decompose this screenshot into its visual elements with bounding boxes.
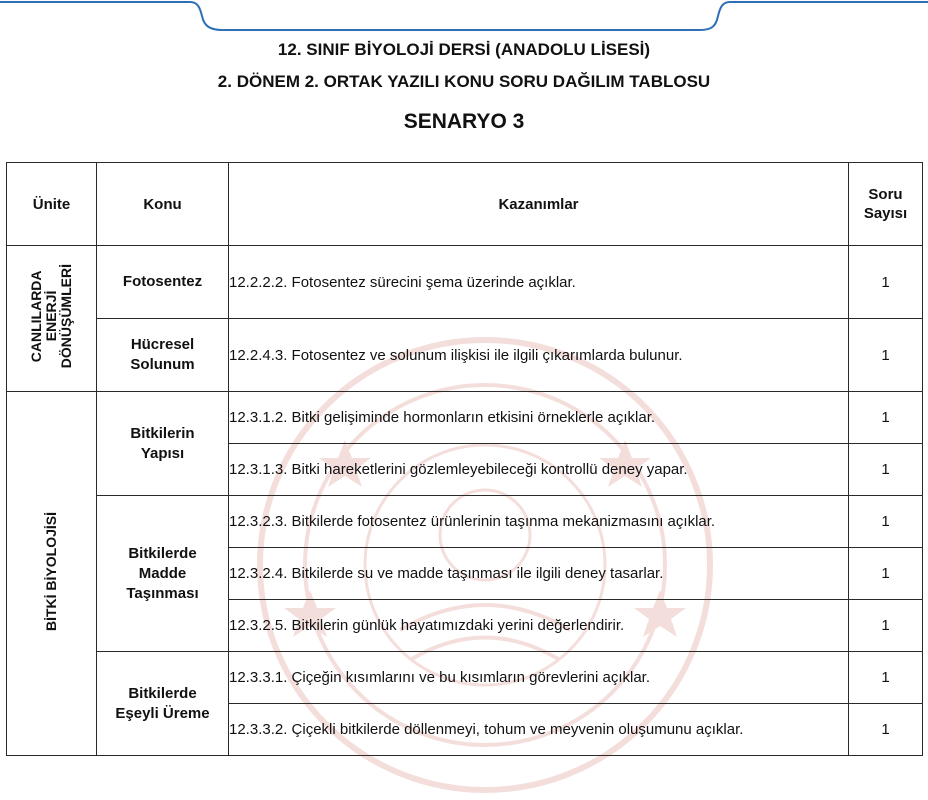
header-ribbon <box>0 0 928 40</box>
question-count: 1 <box>849 600 923 652</box>
header-konu: Konu <box>97 163 229 246</box>
unit-cell <box>7 246 97 392</box>
outcome-cell: 12.2.4.3. Fotosentez ve solunum ilişkisi ile ilgili çıkarımlarda bulunur. <box>229 319 849 392</box>
table-row <box>7 246 923 319</box>
table-row <box>7 319 923 392</box>
document-subtitle: 2. DÖNEM 2. ORTAK YAZILI KONU SORU DAĞILIM TABLOSU <box>217 72 711 91</box>
question-count: 1 <box>849 652 923 704</box>
question-distribution-table <box>6 162 923 756</box>
table-row <box>7 652 923 704</box>
question-count: 1 <box>849 704 923 756</box>
outcome-cell: 12.2.2.2. Fotosentez sürecini şema üzerinde açıklar. <box>229 246 849 319</box>
topic-cell: Bitkilerin Yapısı <box>97 392 229 496</box>
topic-cell: Bitkilerde Madde Taşınması <box>97 496 229 652</box>
unit-cell <box>7 392 97 756</box>
table-row <box>7 392 923 444</box>
header-unite: Ünite <box>7 163 97 246</box>
outcome-cell: 12.3.3.1. Çiçeğin kısımlarını ve bu kısımların görevlerini açıklar. <box>229 652 849 704</box>
topic-cell: Hücresel Solunum <box>97 319 229 392</box>
question-count: 1 <box>849 444 923 496</box>
table-row <box>7 496 923 548</box>
question-count: 1 <box>849 392 923 444</box>
outcome-cell: 12.3.3.2. Çiçekli bitkilerde döllenmeyi, tohum ve meyvenin oluşumunu açıklar. <box>229 704 849 756</box>
document-title: 12. SINIF BİYOLOJİ DERSİ (ANADOLU LİSESİ) <box>277 40 651 59</box>
outcome-cell: 12.3.2.5. Bitkilerin günlük hayatımızdaki yerini değerlendirir. <box>229 600 849 652</box>
question-count: 1 <box>849 246 923 319</box>
header-soru-sayisi: Soru Sayısı <box>849 163 923 246</box>
unit-name: CANLILARDA ENERJİ DÖNÜŞÜMLERİ <box>28 264 74 369</box>
header-kazanimlar: Kazanımlar <box>229 163 849 246</box>
question-count: 1 <box>849 496 923 548</box>
outcome-cell: 12.3.2.4. Bitkilerde su ve madde taşınması ile ilgili deney tasarlar. <box>229 548 849 600</box>
question-count: 1 <box>849 319 923 392</box>
unit-name: BİTKİ BİYOLOJİSİ <box>43 511 59 631</box>
table-header-row <box>7 163 923 246</box>
scenario-heading: SENARYO 3 <box>403 110 525 133</box>
topic-cell: Fotosentez <box>97 246 229 319</box>
outcome-cell: 12.3.2.3. Bitkilerde fotosentez ürünlerinin taşınma mekanizmasını açıklar. <box>229 496 849 548</box>
topic-cell: Bitkilerde Eşeyli Üreme <box>97 652 229 756</box>
question-count: 1 <box>849 548 923 600</box>
outcome-cell: 12.3.1.2. Bitki gelişiminde hormonların etkisini örneklerle açıklar. <box>229 392 849 444</box>
outcome-cell: 12.3.1.3. Bitki hareketlerini gözlemleyebileceği kontrollü deney yapar. <box>229 444 849 496</box>
